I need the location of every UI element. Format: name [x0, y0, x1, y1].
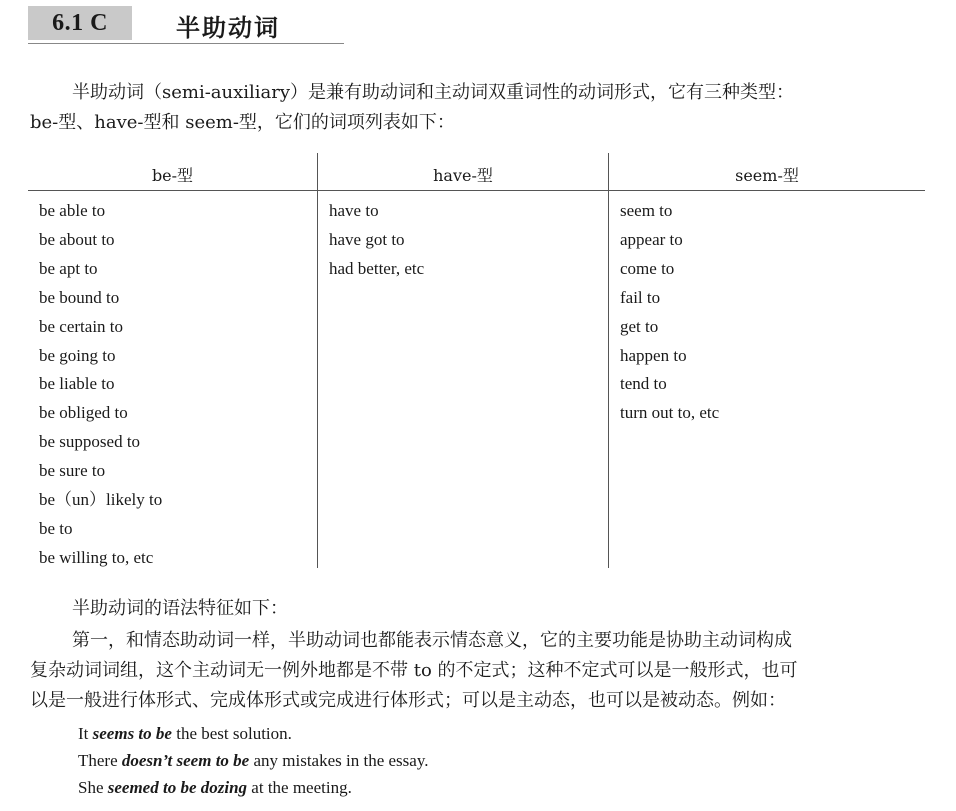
example-emphasis: doesn’t seem to be [121, 751, 250, 770]
list-item: be able to [39, 201, 106, 220]
list-item: be certain to [39, 316, 124, 336]
example-text: the best solution. [171, 724, 292, 743]
list-item: have to [329, 201, 379, 220]
section-number: 6.1 C [28, 6, 132, 40]
be-type-list [39, 197, 162, 573]
example-sentence [78, 724, 292, 744]
list-item: be supposed to [39, 432, 141, 452]
intro-paragraph [30, 78, 930, 138]
feature-one-paragraph [30, 626, 930, 716]
header-have-type: have-型 [433, 166, 493, 185]
list-item: be obliged to [39, 403, 128, 423]
table-divider-1 [317, 153, 318, 568]
semi-auxiliary-table [28, 153, 925, 568]
list-item: be bound to [39, 287, 120, 307]
header-seem-type: seem-型 [735, 166, 799, 185]
example-text: It [78, 724, 93, 743]
list-item: be going to [39, 345, 116, 365]
table-header-rule [28, 190, 925, 191]
list-item: be sure to [39, 461, 106, 481]
example-sentence [78, 751, 428, 771]
list-item: appear to [620, 229, 683, 249]
list-item: get to [620, 316, 659, 336]
intro-line-2: be-型、have-型和 seem-型，它们的词项列表如下： [30, 112, 455, 133]
list-item: be apt to [39, 258, 98, 278]
list-item: tend to [620, 374, 667, 394]
example-text: There [78, 751, 122, 770]
list-item: be about to [39, 229, 115, 249]
list-item: come to [620, 258, 675, 278]
list-item: be liable to [39, 374, 115, 394]
example-emphasis: seems to be [92, 724, 172, 743]
list-item: be to [39, 518, 73, 538]
list-item: had better, etc [329, 258, 425, 278]
list-item: have got to [329, 229, 405, 249]
example-sentence [78, 778, 352, 798]
features-intro: 半助动词的语法特征如下： [72, 598, 288, 619]
have-type-list [329, 197, 424, 284]
list-item: be（un）likely to [39, 490, 163, 510]
feature-one-line-3: 以是一般进行体形式、完成体形式或完成进行体形式；可以是主动态，也可以是被动态。例如： [30, 690, 786, 711]
example-emphasis: seemed to be dozing [107, 778, 248, 797]
example-text: any mistakes in the essay. [249, 751, 429, 770]
example-text: at the meeting. [247, 778, 352, 797]
list-item: fail to [620, 287, 661, 307]
list-item: seem to [620, 201, 673, 220]
header-be-type: be-型 [151, 166, 194, 185]
list-item: happen to [620, 345, 687, 365]
list-item: be willing to, etc [39, 547, 154, 567]
feature-one-line-1: 第一，和情态助动词一样，半助动词也都能表示情态意义，它的主要功能是协助主动词构成 [72, 630, 792, 651]
section-title: 半助动词 [176, 13, 280, 42]
intro-line-1: 半助动词（semi-auxiliary）是兼有助动词和主动词双重词性的动词形式，它有三种类型： [72, 82, 795, 103]
seem-type-list [620, 197, 719, 428]
list-item: turn out to, etc [620, 403, 720, 423]
feature-one-line-2: 复杂动词词组，这个主动词无一例外地都是不带 to 的不定式；这种不定式可以是一般形式，也可 [30, 660, 798, 681]
section-heading [28, 6, 344, 46]
table-divider-2 [608, 153, 609, 568]
heading-rule [28, 43, 344, 44]
example-text: She [78, 778, 108, 797]
